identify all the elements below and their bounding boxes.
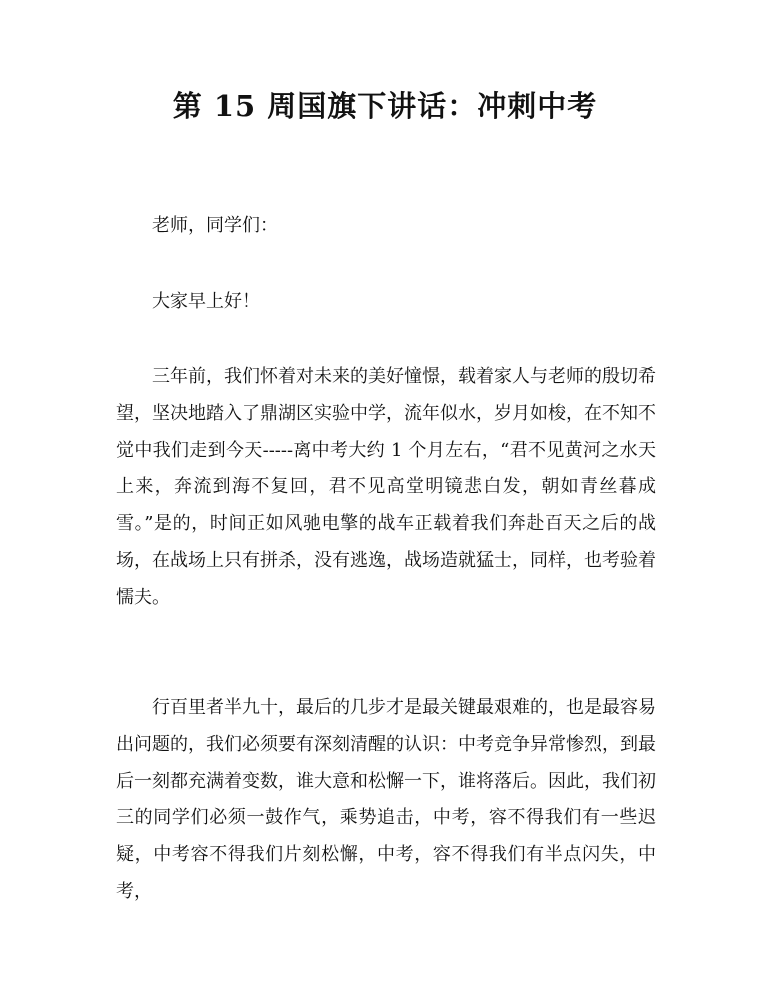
body-paragraph: 行百里者半九十，最后的几步才是最关键最艰难的，也是最容易出问题的，我们必须要有深刻清醒的认识：中考竞争异常惨烈，到最后一刻都充满着变数，谁大意和松懈一下，谁将落后。因此，我们初三的同学们必须一鼓作气，乘势追击，中考，容不得我们有一些迟疑，中考容不得我们片刻松懈，中考，容不得我们有半点闪失，中考， [116, 697, 656, 902]
greeting-line: 大家早上好！ [152, 291, 260, 312]
salutation-line: 老师，同学们： [152, 215, 278, 236]
page-title: 第 15 周国旗下讲话：冲刺中考 [172, 89, 598, 123]
body-paragraph: 三年前，我们怀着对未来的美好憧憬，载着家人与老师的殷切希望，坚决地踏入了鼎湖区实验中学，流年似水，岁月如梭，在不知不觉中我们走到今天-----离中考大约 1 个月左右，“君不见黄河之水天上来，奔流到海不复回，君不见高堂明镜悲白发，朝如青丝暮成雪。”是的，时间正如风驰电擎的战车正载着我们奔赴百天之后的战场，在战场上只有拼杀，没有逃逸，战场造就猛士，同样，也考验着懦夫。 [116, 366, 656, 608]
